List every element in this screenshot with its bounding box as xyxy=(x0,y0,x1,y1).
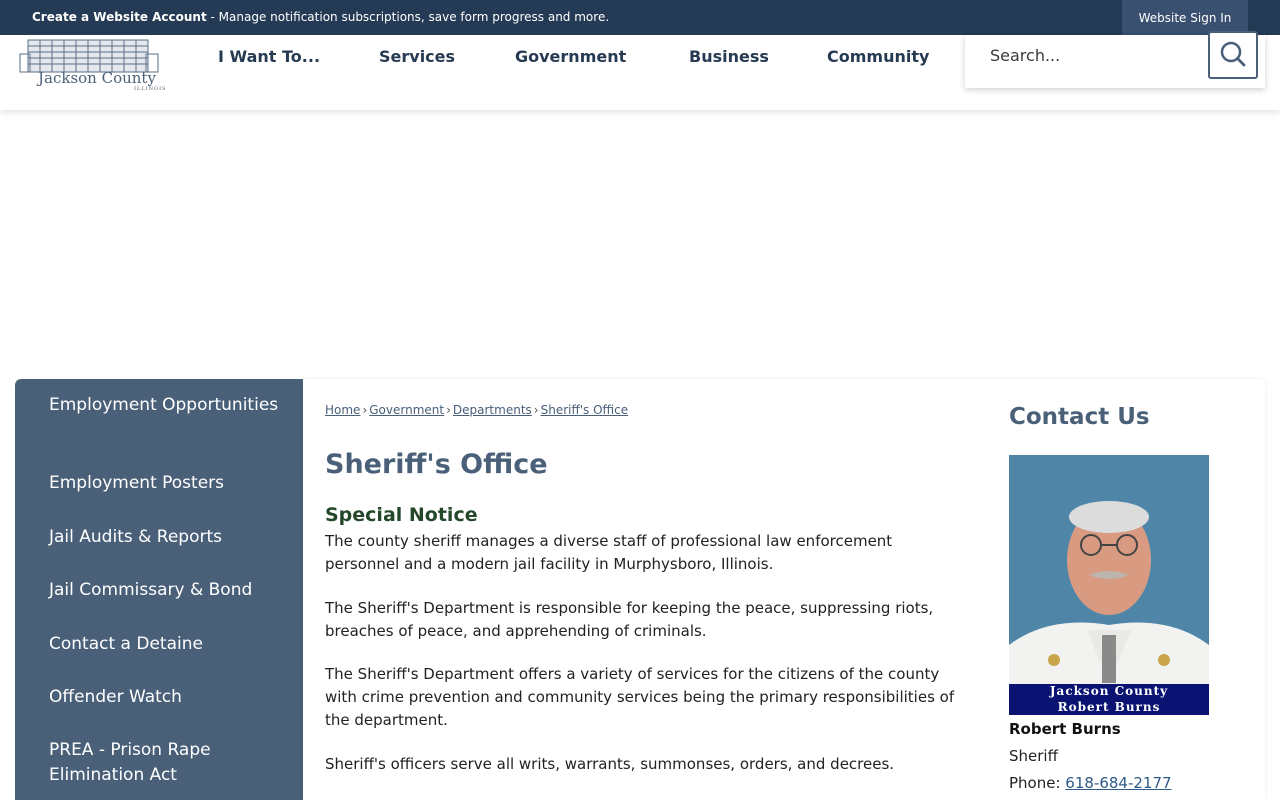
photo-caption-line-1: Jackson County xyxy=(1049,684,1169,698)
create-account-link[interactable]: Create a Website Account xyxy=(32,10,207,24)
sheriff-photo xyxy=(1009,455,1209,715)
site-header xyxy=(0,35,1280,110)
sidebar-item-employment-posters[interactable]: Employment Posters xyxy=(49,473,225,493)
contact-role: Sheriff xyxy=(1009,747,1058,765)
contact-name: Robert Burns xyxy=(1009,720,1121,738)
website-sign-in-button[interactable]: Website Sign In xyxy=(1122,0,1248,35)
search-input[interactable] xyxy=(965,35,1265,88)
paragraph-3: The Sheriff's Department offers a variety of services for the citizens of the county with crime prevention and community services being the primary responsibilities of the department. xyxy=(325,665,955,729)
nav-business[interactable]: Business xyxy=(689,47,769,66)
photo-caption-line-2: Robert Burns xyxy=(1057,700,1161,714)
notification-text: - Manage notification subscriptions, save form progress and more. xyxy=(206,10,610,24)
contact-us-heading: Contact Us xyxy=(1009,404,1150,430)
sidebar-item-offender-watch[interactable]: Offender Watch xyxy=(49,687,182,707)
phone-label: Phone: xyxy=(1009,774,1066,792)
nav-community[interactable]: Community xyxy=(827,47,930,66)
logo-text: Jackson County xyxy=(38,69,156,87)
phone-link[interactable]: 618-684-2177 xyxy=(1065,774,1172,792)
nav-i-want-to[interactable]: I Want To... xyxy=(218,47,321,66)
nav-government[interactable]: Government xyxy=(515,47,627,66)
paragraph-1: The county sheriff manages a diverse staff of professional law enforcement personnel and a modern jail facility in Murphysboro, Illinois. xyxy=(325,532,893,573)
nav-services[interactable]: Services xyxy=(379,47,456,66)
breadcrumb: Home › Government › Departments › Sheriff's Office xyxy=(325,403,629,417)
contact-phone xyxy=(1009,774,1172,792)
breadcrumb-sheriffs-office[interactable]: Sheriff's Office xyxy=(540,403,629,417)
search-icon xyxy=(1210,33,1256,77)
sidebar-item-jail-commissary[interactable]: Jail Commissary & Bond xyxy=(49,580,253,600)
special-notice-heading: Special Notice xyxy=(325,504,478,526)
sheriff-portrait-image xyxy=(1009,455,1209,715)
paragraph-4: Sheriff's officers serve all writs, warrants, summonses, orders, and decrees. xyxy=(325,755,895,773)
page-title: Sheriff's Office xyxy=(325,449,548,480)
jackson-county-logo[interactable] xyxy=(16,30,167,98)
notification-bar xyxy=(0,0,1280,35)
sidebar-item-contact-detainee[interactable]: Contact a Detaine xyxy=(49,634,203,654)
breadcrumb-departments[interactable]: Departments xyxy=(452,403,532,417)
sidebar-item-employment-opportunities[interactable]: Employment Opportunities xyxy=(49,395,279,415)
paragraph-2: The Sheriff's Department is responsible for keeping the peace, suppressing riots, breaches of peace, and apprehending of criminals. xyxy=(325,599,934,640)
sidebar-nav xyxy=(15,379,303,800)
breadcrumb-home[interactable]: Home xyxy=(325,403,361,417)
sidebar-item-prea[interactable]: PREA - Prison Rape Elimination Act xyxy=(49,740,211,785)
logo-subtext: ILLINOIS xyxy=(134,86,167,92)
sidebar-item-jail-audits[interactable]: Jail Audits & Reports xyxy=(49,527,222,547)
search-button[interactable] xyxy=(1208,31,1258,79)
breadcrumb-government[interactable]: Government xyxy=(369,403,445,417)
notification-message xyxy=(32,10,609,24)
search-placeholder: Search... xyxy=(990,46,1061,65)
